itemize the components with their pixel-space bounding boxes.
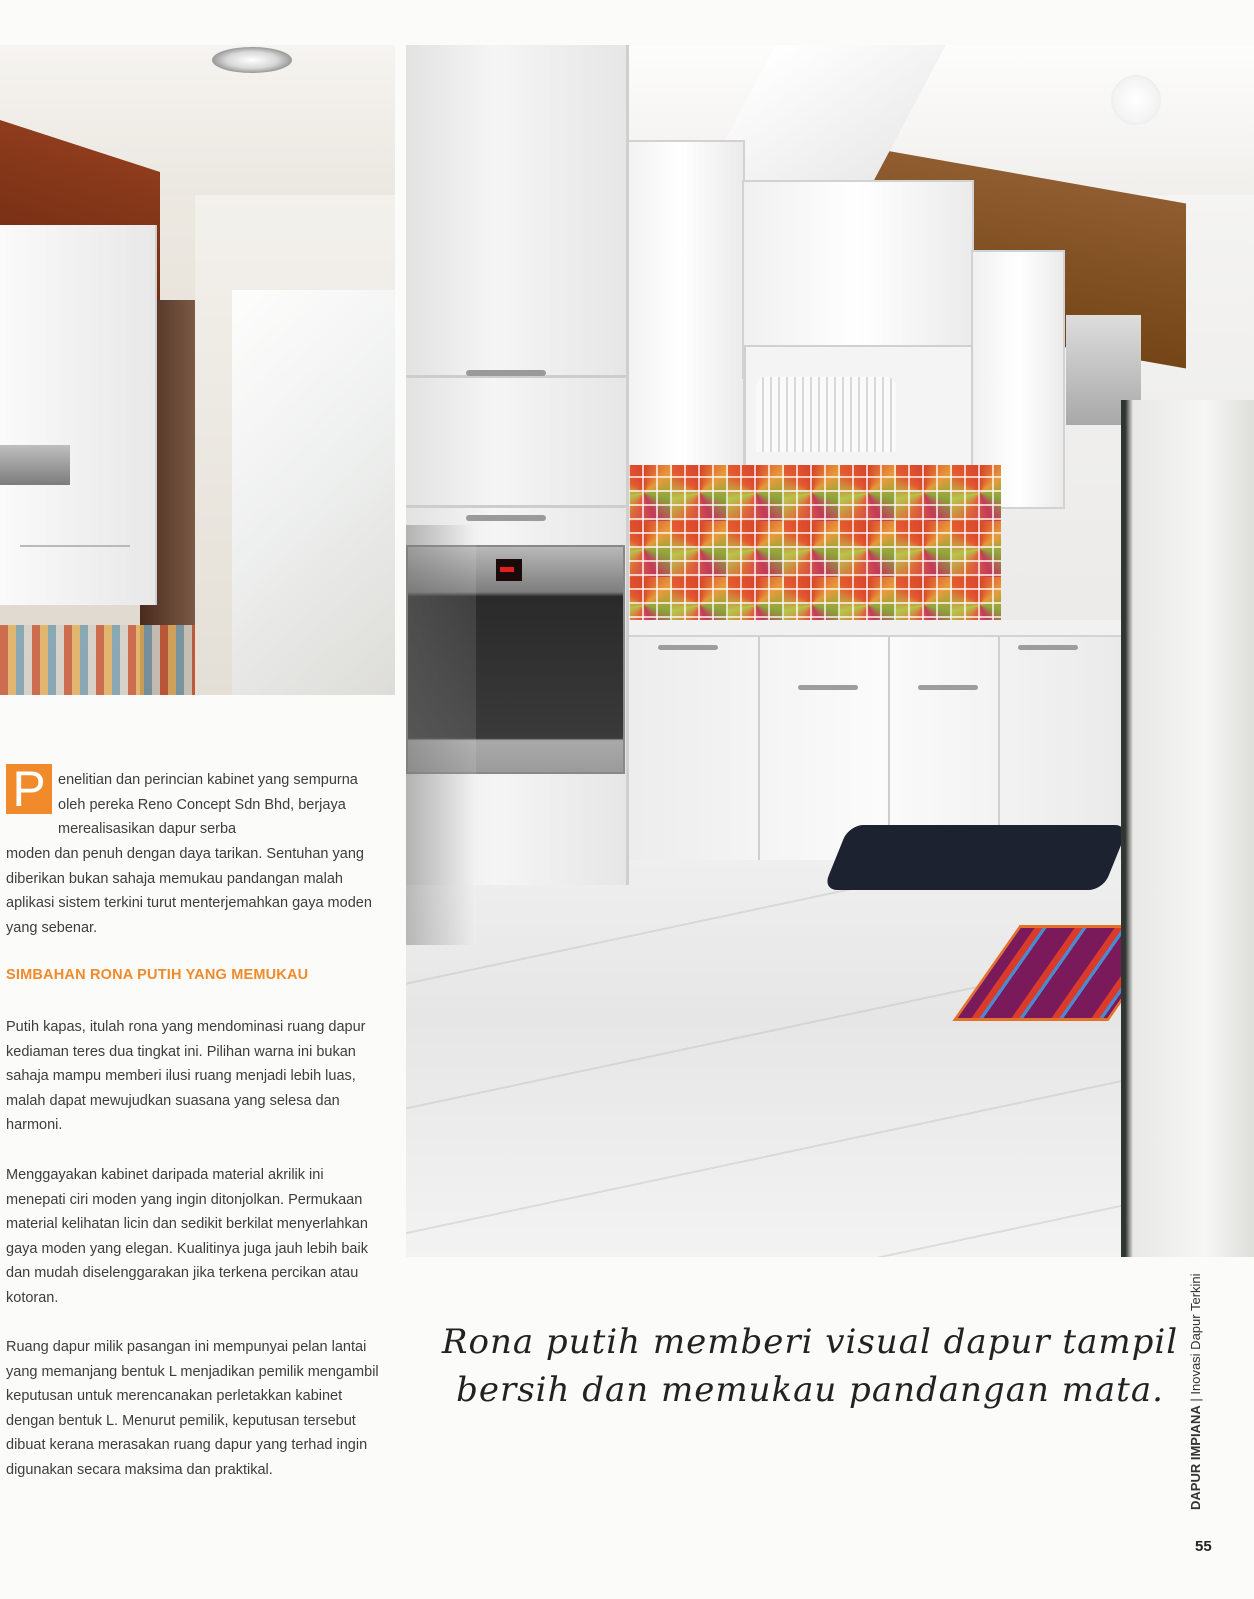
paragraph-acrylic-cabinet: Menggayakan kabinet daripada material akrilik ini menepati ciri moden yang ingin ditonjolkan. Permukaan material kelihatan licin dan sedikit berkilat menyerlahkan gaya moden yang elegan. Kualitinya juga jauh lebih baik dan mudah diselenggarakan jika terkena percikan atau kotoran. xyxy=(6,1167,368,1306)
wall-cabinet xyxy=(616,140,745,484)
pull-quote: Rona putih memberi visual dapur tampil bersih dan memukau pandangan mata. xyxy=(441,1322,1179,1410)
magazine-name: DAPUR IMPIANA xyxy=(1188,1405,1203,1510)
intro-first-lines: enelitian dan perincian kabinet yang sempurna oleh pereka Reno Concept Sdn Bhd, berjaya merealisasikan dapur serba xyxy=(58,772,358,837)
ceiling-light xyxy=(1111,75,1161,125)
black-floor-mat xyxy=(823,825,1129,890)
intro-paragraph: moden dan penuh dengan daya tarikan. Sentuhan yang diberikan bukan sahaja memukau pandangan malah aplikasi sistem terkini turut menterjemahkan gaya moden yang sebenar. xyxy=(6,846,372,936)
plates xyxy=(756,377,896,452)
kitchen-photo-left xyxy=(0,45,395,695)
white-cabinet xyxy=(0,225,157,605)
kitchen-photo-main xyxy=(406,45,1254,1257)
refrigerator xyxy=(1121,400,1254,1257)
oven-display xyxy=(496,559,522,581)
running-head xyxy=(1188,1250,1212,1510)
range-hood xyxy=(0,445,70,485)
section-name: Inovasi Dapur Terkini xyxy=(1188,1273,1203,1395)
ceiling-light xyxy=(212,47,292,73)
paragraph-l-shape-layout: Ruang dapur milik pasangan ini mempunyai pelan lantai yang memanjang bentuk L menjadikan pemilik mengambil keputusan untuk merencanakan perletakkan kabinet dengan bentuk L. Menurut pemilik, keputusan tersebut dibuat kerana merasakan ruang dapur yang terhad ingin digunakan secara maksima dan praktikal. xyxy=(6,1339,379,1478)
section-subheading: SIMBAHAN RONA PUTIH YANG MEMUKAU xyxy=(6,967,309,983)
paragraph-white-tone: Putih kapas, itulah rona yang mendominasi ruang dapur kediaman teres dua tingkat ini. Pilihan warna ini bukan sahaja mampu memberi ilusi ruang menjadi lebih luas, malah dapat mewujudkan suasana yang selesa dan harmoni. xyxy=(6,1019,366,1133)
glass-door xyxy=(232,290,395,695)
glass-reflection xyxy=(406,525,476,945)
page-number: 55 xyxy=(1195,1538,1212,1555)
dropcap: P xyxy=(6,764,52,814)
mosaic-backsplash xyxy=(616,465,1001,630)
running-head-separator: | xyxy=(1188,1398,1203,1402)
kitchen-shelf xyxy=(0,625,195,695)
